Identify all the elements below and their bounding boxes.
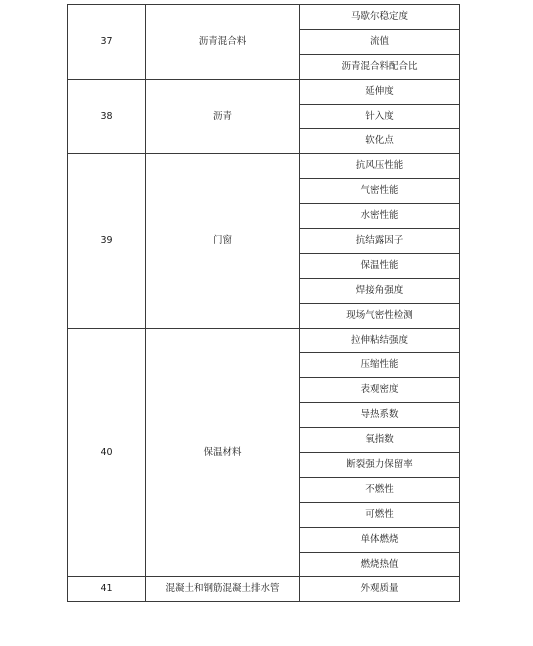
- param-cell: 沥青混合料配合比: [300, 54, 460, 79]
- test-items-table: [67, 4, 460, 602]
- table-row: [68, 577, 460, 602]
- param-cell: 软化点: [300, 129, 460, 154]
- param-cell: 流值: [300, 29, 460, 54]
- param-cell: 不燃性: [300, 477, 460, 502]
- param-cell: 气密性能: [300, 179, 460, 204]
- table-row: [68, 328, 460, 353]
- group-number: 41: [68, 577, 146, 602]
- param-cell: 针入度: [300, 104, 460, 129]
- table-row: [68, 5, 460, 30]
- param-cell: 导热系数: [300, 403, 460, 428]
- group-number: 38: [68, 79, 146, 154]
- param-cell: 延伸度: [300, 79, 460, 104]
- group-name: 混凝土和钢筋混凝土排水管: [146, 577, 300, 602]
- param-cell: 保温性能: [300, 253, 460, 278]
- param-cell: 压缩性能: [300, 353, 460, 378]
- group-number: 37: [68, 5, 146, 80]
- param-cell: 外观质量: [300, 577, 460, 602]
- group-name: 门窗: [146, 154, 300, 328]
- table-row: [68, 79, 460, 104]
- param-cell: 焊接角强度: [300, 278, 460, 303]
- param-cell: 水密性能: [300, 204, 460, 229]
- param-cell: 现场气密性检测: [300, 303, 460, 328]
- group-number: 40: [68, 328, 146, 577]
- param-cell: 拉伸粘结强度: [300, 328, 460, 353]
- group-number: 39: [68, 154, 146, 328]
- param-cell: 氧指数: [300, 428, 460, 453]
- param-cell: 可燃性: [300, 502, 460, 527]
- param-cell: 抗风压性能: [300, 154, 460, 179]
- group-name: 保温材料: [146, 328, 300, 577]
- param-cell: 马歇尔稳定度: [300, 5, 460, 30]
- param-cell: 单体燃烧: [300, 527, 460, 552]
- table-row: [68, 154, 460, 179]
- param-cell: 抗结露因子: [300, 229, 460, 254]
- param-cell: 燃烧热值: [300, 552, 460, 577]
- group-name: 沥青: [146, 79, 300, 154]
- param-cell: 断裂强力保留率: [300, 453, 460, 478]
- group-name: 沥青混合料: [146, 5, 300, 80]
- param-cell: 表观密度: [300, 378, 460, 403]
